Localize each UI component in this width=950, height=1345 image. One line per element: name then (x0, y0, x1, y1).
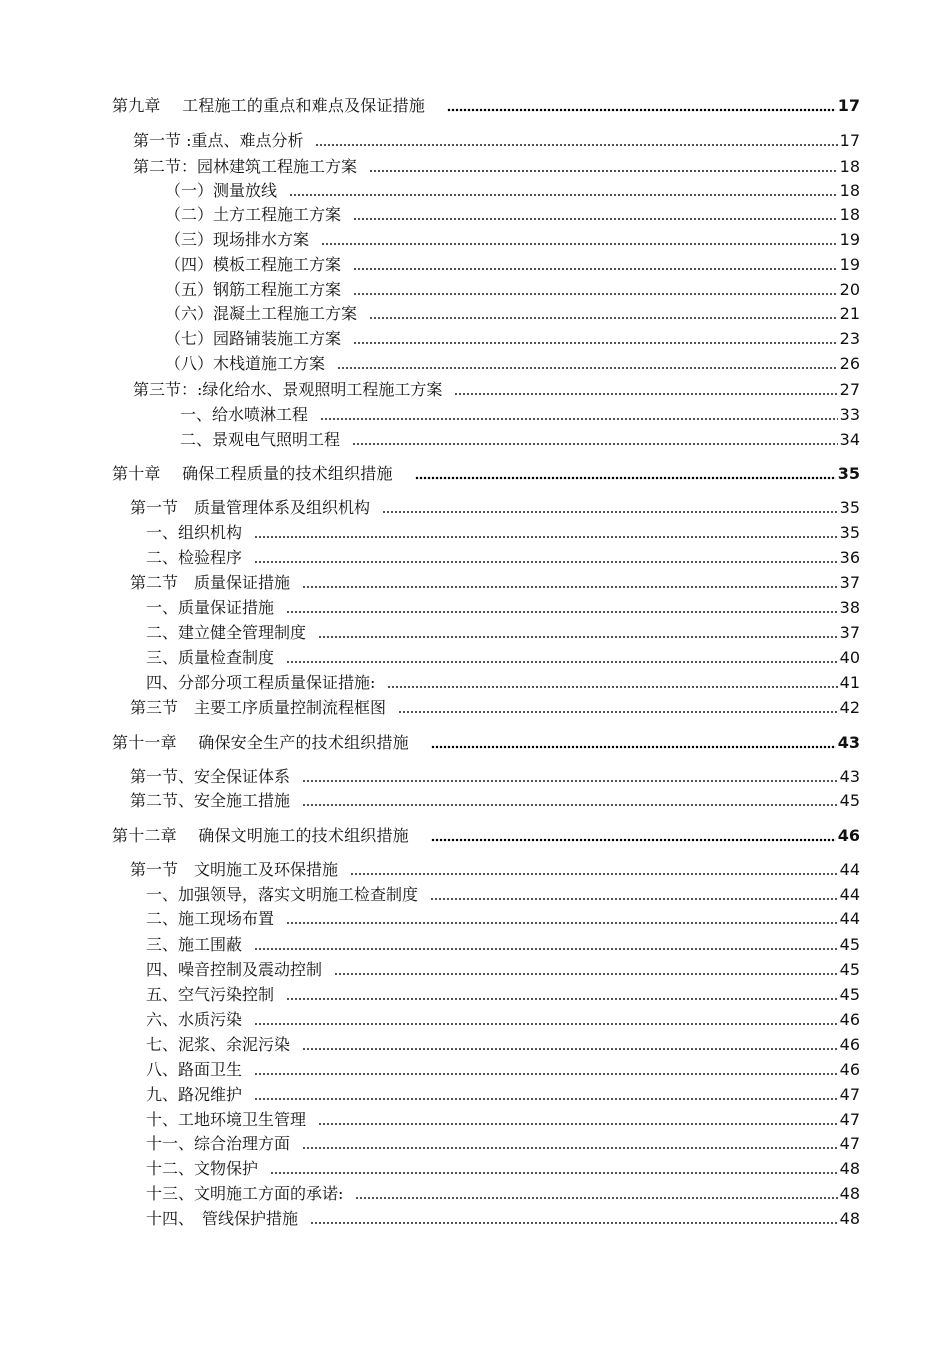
leader-dots (431, 838, 836, 842)
leader-dots (254, 1022, 838, 1026)
leader-dots (286, 997, 838, 1001)
toc-page-number: 37 (839, 573, 860, 592)
toc-chapter-9[interactable] (112, 92, 860, 116)
toc-page-number: 44 (839, 885, 860, 904)
toc-page-number: 44 (839, 860, 860, 879)
toc-page-number: 48 (839, 1184, 860, 1203)
toc-entry[interactable] (146, 1205, 860, 1229)
toc-page-number: 38 (839, 598, 860, 617)
toc-entry[interactable] (130, 856, 860, 880)
toc-entry-label: 三、施工围蔽 (146, 935, 243, 954)
leader-dots (387, 685, 837, 689)
toc-page-number: 45 (839, 985, 860, 1004)
leader-dots (334, 972, 838, 976)
toc-entry-label: （八）木栈道施工方案 (165, 354, 326, 373)
toc-entry-label: 第十一章 确保安全生产的技术组织措施 (112, 733, 409, 752)
toc-page-number: 48 (839, 1159, 860, 1178)
toc-entry[interactable] (130, 787, 860, 811)
toc-page-number: 47 (839, 1110, 860, 1129)
toc-entry-label: （七）园路铺装施工方案 (165, 329, 342, 348)
toc-entry[interactable] (146, 1130, 860, 1154)
toc-entry[interactable] (146, 1106, 860, 1130)
toc-entry-label: 第二节、安全施工措施 (130, 791, 291, 810)
toc-page-number: 18 (839, 205, 860, 224)
leader-dots (302, 1047, 838, 1051)
toc-entry-label: 五、空气污染控制 (146, 985, 275, 1004)
toc-entry[interactable] (165, 251, 860, 275)
toc-page-number: 17 (839, 131, 860, 150)
toc-entry-label: （三）现场排水方案 (165, 230, 310, 249)
leader-dots (398, 710, 838, 714)
toc-page-number: 33 (839, 405, 860, 424)
toc-entry[interactable] (146, 1031, 860, 1055)
toc-entry[interactable] (133, 376, 860, 400)
toc-entry-label: 第十章 确保工程质量的技术组织措施 (112, 464, 393, 483)
toc-entry-label: 八、路面卫生 (146, 1060, 243, 1079)
toc-entry-label: 第二节：园林建筑工程施工方案 (133, 157, 358, 176)
leader-dots (369, 316, 838, 320)
toc-page-number: 47 (839, 1085, 860, 1104)
leader-dots (447, 108, 836, 112)
toc-entry[interactable] (165, 201, 860, 225)
toc-entry-label: 第三节 主要工序质量控制流程框图 (130, 698, 387, 717)
leader-dots (318, 1122, 838, 1126)
toc-entry[interactable] (133, 127, 860, 151)
toc-page-number: 23 (839, 329, 860, 348)
toc-entry-label: 第一节 :重点、难点分析 (133, 131, 304, 150)
toc-entry-label: 三、质量检查制度 (146, 648, 275, 667)
toc-entry-label: （四）模板工程施工方案 (165, 255, 342, 274)
toc-entry-label: 六、水质污染 (146, 1010, 243, 1029)
leader-dots (353, 217, 838, 221)
toc-entry-label: 二、景观电气照明工程 (180, 430, 341, 449)
toc-page-number: 46 (839, 1060, 860, 1079)
toc-entry[interactable] (180, 426, 860, 450)
leader-dots (286, 921, 838, 925)
toc-entry[interactable] (165, 276, 860, 300)
toc-page-number: 36 (839, 548, 860, 567)
toc-page-number: 37 (839, 623, 860, 642)
toc-page-number: 27 (839, 380, 860, 399)
toc-entry[interactable] (165, 177, 860, 201)
leader-dots (286, 610, 838, 614)
toc-entry[interactable] (130, 494, 860, 518)
toc-entry-label: 一、组织机构 (146, 523, 243, 542)
toc-page-number: 45 (839, 960, 860, 979)
toc-entry-label: （六）混凝土工程施工方案 (165, 304, 358, 323)
leader-dots (353, 292, 838, 296)
leader-dots (353, 341, 838, 345)
toc-page-number: 34 (839, 430, 860, 449)
toc-page-number: 21 (839, 304, 860, 323)
toc-entry[interactable] (146, 1155, 860, 1179)
toc-chapter-10[interactable] (112, 460, 860, 484)
toc-entry-label: 第一节 文明施工及环保措施 (130, 860, 339, 879)
toc-entry[interactable] (165, 226, 860, 250)
leader-dots (315, 143, 837, 147)
toc-entry-label: 第三节：:绿化给水、景观照明工程施工方案 (133, 380, 443, 399)
toc-page-number: 43 (837, 733, 860, 752)
toc-entry-label: 第一节、安全保证体系 (130, 767, 291, 786)
leader-dots (254, 1072, 838, 1076)
leader-dots (352, 442, 838, 446)
toc-entry-label: 第二节 质量保证措施 (130, 573, 291, 592)
toc-page-number: 41 (839, 673, 860, 692)
toc-entry-label: 十、工地环境卫生管理 (146, 1110, 307, 1129)
leader-dots (320, 417, 838, 421)
leader-dots (382, 510, 838, 514)
toc-entry[interactable] (146, 669, 860, 693)
toc-page-number: 19 (839, 255, 860, 274)
leader-dots (355, 1196, 837, 1200)
toc-page-number: 17 (837, 96, 860, 115)
toc-entry[interactable] (146, 594, 860, 618)
toc-entry[interactable] (146, 1180, 860, 1204)
leader-dots (318, 635, 838, 639)
leader-dots (254, 560, 838, 564)
toc-entry-label: 第九章 工程施工的重点和难点及保证措施 (112, 96, 426, 115)
toc-entry-label: 十二、文物保护 (146, 1159, 259, 1178)
toc-entry-label: 第十二章 确保文明施工的技术组织措施 (112, 826, 409, 845)
toc-entry[interactable] (146, 905, 860, 929)
leader-dots (286, 660, 838, 664)
toc-entry-label: （一）测量放线 (165, 181, 278, 200)
toc-page-number: 47 (839, 1134, 860, 1153)
toc-page-number: 42 (839, 698, 860, 717)
toc-entry[interactable] (130, 569, 860, 593)
toc-entry-label: 一、质量保证措施 (146, 598, 275, 617)
toc-entry[interactable] (133, 153, 860, 177)
leader-dots (302, 803, 838, 807)
toc-entry[interactable] (146, 644, 860, 668)
toc-entry-label: 一、给水喷淋工程 (180, 405, 309, 424)
leader-dots (310, 1221, 838, 1225)
leader-dots (254, 535, 838, 539)
toc-chapter-11[interactable] (112, 729, 860, 753)
leader-dots (454, 392, 837, 396)
toc-entry[interactable] (146, 956, 860, 980)
toc-entry[interactable] (165, 300, 860, 324)
toc-entry-label: 十一、综合治理方面 (146, 1134, 291, 1153)
leader-dots (254, 947, 838, 951)
toc-page-number: 44 (839, 909, 860, 928)
toc-page-number: 45 (839, 935, 860, 954)
toc-entry[interactable] (146, 931, 860, 955)
leader-dots (302, 779, 838, 783)
toc-entry[interactable] (146, 1081, 860, 1105)
toc-entry-label: 二、建立健全管理制度 (146, 623, 307, 642)
toc-entry[interactable] (146, 619, 860, 643)
toc-page-number: 46 (839, 1010, 860, 1029)
toc-page-number: 20 (839, 280, 860, 299)
leader-dots (270, 1171, 838, 1175)
toc-page-number: 18 (839, 157, 860, 176)
toc-page-number: 19 (839, 230, 860, 249)
toc-entry[interactable] (130, 694, 860, 718)
toc-page-number: 45 (839, 791, 860, 810)
toc-entry-label: 十三、文明施工方面的承诺: (146, 1184, 344, 1203)
toc-entry-label: 四、分部分项工程质量保证措施: (146, 673, 376, 692)
leader-dots (369, 169, 838, 173)
toc-chapter-12[interactable] (112, 822, 860, 846)
toc-entry-label: 十四、 管线保护措施 (146, 1209, 299, 1228)
leader-dots (350, 872, 838, 876)
toc-page-number: 35 (837, 464, 860, 483)
toc-entry[interactable] (146, 881, 860, 905)
toc-page-number: 35 (839, 523, 860, 542)
toc-entry-label: 第一节 质量管理体系及组织机构 (130, 498, 371, 517)
toc-entry[interactable] (146, 981, 860, 1005)
leader-dots (302, 1146, 838, 1150)
toc-entry-label: 四、噪音控制及震动控制 (146, 960, 323, 979)
toc-page-number: 46 (839, 1035, 860, 1054)
toc-entry[interactable] (180, 401, 860, 425)
leader-dots (289, 193, 838, 197)
toc-entry-label: （二）土方工程施工方案 (165, 205, 342, 224)
toc-page-number: 46 (837, 826, 860, 845)
toc-entry[interactable] (165, 325, 860, 349)
leader-dots (353, 267, 838, 271)
toc-entry-label: 二、检验程序 (146, 548, 243, 567)
toc-entry-label: 七、泥浆、余泥污染 (146, 1035, 291, 1054)
toc-page-number: 35 (839, 498, 860, 517)
toc-entry-label: 二、施工现场布置 (146, 909, 275, 928)
toc-entry-label: 九、路况维护 (146, 1085, 243, 1104)
toc-entry-label: （五）钢筋工程施工方案 (165, 280, 342, 299)
leader-dots (321, 242, 838, 246)
toc-page-number: 26 (839, 354, 860, 373)
toc-entry[interactable] (146, 1006, 860, 1030)
leader-dots (337, 366, 838, 370)
toc-entry[interactable] (146, 544, 860, 568)
leader-dots (415, 476, 836, 480)
toc-page-number: 48 (839, 1209, 860, 1228)
toc-entry[interactable] (130, 763, 860, 787)
toc-page-number: 43 (839, 767, 860, 786)
leader-dots (431, 745, 836, 749)
toc-page-number: 40 (839, 648, 860, 667)
toc-entry[interactable] (146, 519, 860, 543)
toc-page-number: 18 (839, 181, 860, 200)
toc-entry[interactable] (146, 1056, 860, 1080)
leader-dots (430, 897, 838, 901)
leader-dots (254, 1097, 838, 1101)
leader-dots (302, 585, 838, 589)
toc-entry-label: 一、加强领导，落实文明施工检查制度 (146, 885, 419, 904)
toc-entry[interactable] (165, 350, 860, 374)
